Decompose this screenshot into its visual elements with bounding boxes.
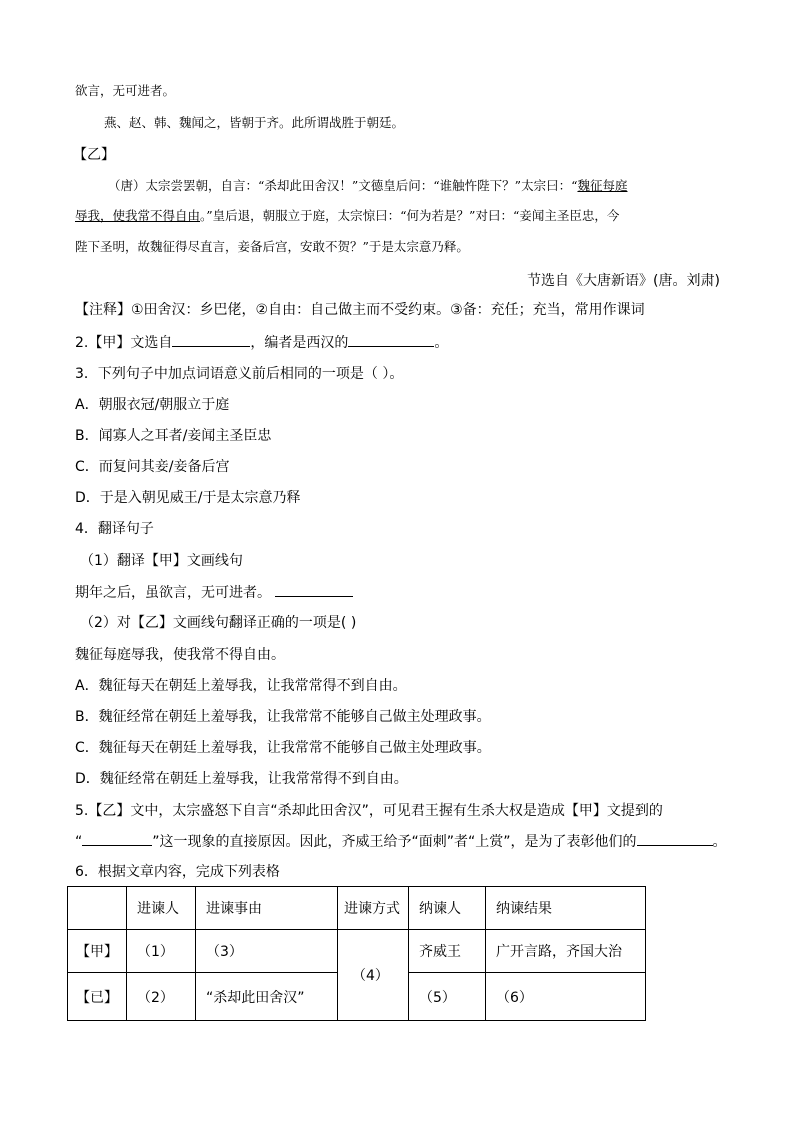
table-cell: 广开言路，齐国大治 [486,930,646,973]
question-4-stem: 4．翻译句子 [75,521,154,537]
q3-option-b[interactable]: B．闻寡人之耳者/妾闻主圣臣忠 [75,428,272,444]
table-cell[interactable]: （6） [486,973,646,1021]
table-header-cell: 进谏方式 [338,887,409,930]
table-cell: “杀却此田舍汉” [196,973,338,1021]
table-header-cell: 进谏事由 [196,887,338,930]
q4-sub1-answer-blank[interactable] [275,582,353,597]
table-header-cell [68,887,127,930]
table-cell: 【甲】 [68,930,127,973]
table-cell: 【已】 [68,973,127,1021]
question-2 [75,332,448,353]
yi-underlined-sentence-end: 辱我，使我常不得自由 [75,208,201,223]
q4-option-b[interactable]: B．魏征经常在朝廷上羞辱我，让我常常不能够自己做主处理政事。 [75,709,491,725]
q5-end: 。 [712,834,727,850]
q2-text-a: 2.【甲】文选自 [75,335,173,351]
question-6-stem: 6．根据文章内容，完成下列表格 [75,864,280,880]
q4-sub2-sentence: 魏征每庭辱我，使我常不得自由。 [75,647,285,663]
yi-underlined-sentence-start: 魏征每庭 [577,178,628,193]
q4-sub1: （1）翻译【甲】文画线句 [80,553,243,569]
table-header-cell: 纳谏人 [409,887,486,930]
q4-option-a[interactable]: A．魏征每天在朝廷上羞辱我，让我常常得不到自由。 [75,678,407,694]
table-cell[interactable]: （3） [196,930,338,973]
yi-passage-line-2 [75,206,619,226]
annotation-note: 【注释】①田舍汉：乡巴佬，②自由：自己做主而不受约束。③备：充任；充当，常用作课词 [75,302,645,318]
table-row [68,930,646,973]
table-header-cell: 纳谏结果 [486,887,646,930]
question-5-line-2 [75,831,727,852]
table-header-cell: 进谏人 [127,887,196,930]
q3-option-a[interactable]: A．朝服衣冠/朝服立于庭 [75,397,230,413]
table-cell[interactable]: （1） [127,930,196,973]
table-cell: 齐威王 [409,930,486,973]
table-cell[interactable]: （5） [409,973,486,1021]
yi-heading: 【乙】 [73,147,115,163]
question-3-stem: 3．下列句子中加点词语意义前后相同的一项是（ ）。 [75,366,404,382]
q5-text: ”这一现象的直接原因。因此，齐威王给予“面刺”者“上赏”，是为了表彰他们的 [152,834,637,850]
yi-passage-line-1 [108,176,627,196]
table-header-row [68,887,646,930]
jia-passage-tail-line: 欲言，无可进者。 [75,83,176,98]
q4-sub1-sentence: 期年之后，虽欲言，无可进者。 [75,585,271,601]
q2-blank-2[interactable] [348,332,434,347]
jia-passage-closing-line: 燕、赵、韩、魏闻之，皆朝于齐。此所谓战胜于朝廷。 [104,115,405,130]
q5-open-quote: “ [75,834,83,850]
q3-option-c[interactable]: C．而复问其妾/妾备后宫 [75,459,230,475]
yi-line2-text: 。”皇后退，朝服立于庭，太宗惊曰：“何为若是？”对曰：“妾闻主圣臣忠，今 [200,208,620,223]
yi-passage-line-3: 陛下圣明，故魏征得尽直言，妾备后宫，安敢不贺？”于是太宗意乃释。 [75,239,469,254]
q5-blank-2[interactable] [637,831,713,846]
yi-source: 节选自《大唐新语》(唐。刘肃) [527,273,720,289]
q3-option-d[interactable]: D．于是入朝见威王/于是太宗意乃释 [75,490,301,506]
q4-option-d[interactable]: D．魏征经常在朝廷上羞辱我，让我常常得不到自由。 [75,771,408,787]
q4-option-c[interactable]: C．魏征每天在朝廷上羞辱我，让我常常不能够自己做主处理政事。 [75,740,491,756]
question-5-line-1: 5.【乙】文中，太宗盛怒下自言“杀却此田舍汉”，可见君王握有生杀大权是造成【甲】文提到的 [75,803,663,819]
q5-blank-1[interactable] [82,831,152,846]
yi-line1-text: （唐）太宗尝罢朝，自言：“杀却此田舍汉！”文德皇后问：“谁触忤陛下？”太宗曰：“ [108,178,578,193]
q4-sub2: （2）对【乙】文画线句翻译正确的一项是( ) [80,615,357,631]
q2-text-c: 。 [434,335,449,351]
table-cell[interactable]: （2） [127,973,196,1021]
q2-blank-1[interactable] [172,332,250,347]
q4-sub1-sentence-line [75,582,353,603]
table-cell[interactable]: （4） [338,930,409,1021]
q2-text-b: ，编者是西汉的 [250,335,349,351]
q6-table [67,886,646,1021]
